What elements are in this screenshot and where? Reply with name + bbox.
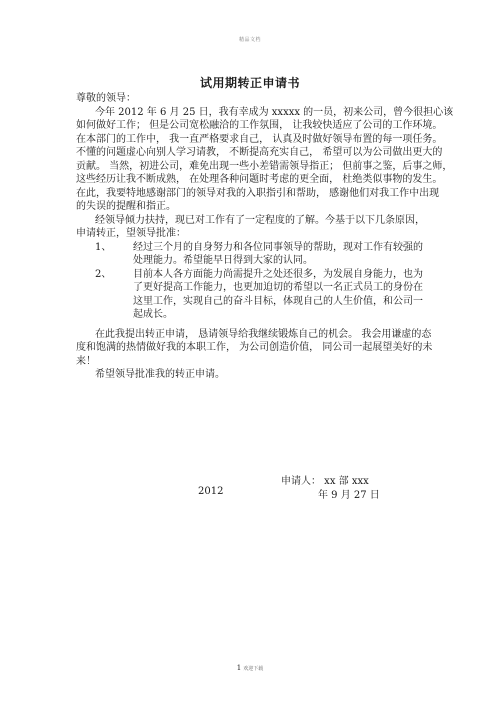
reason-number: 2、: [95, 268, 112, 280]
reason-line: 目前本人各方面能力尚需提升之处还很多，为发展自身能力，也为: [133, 268, 423, 280]
footer-note: 欢迎下载: [243, 666, 264, 672]
closing-line: 希望领导批准我的转正申请。: [95, 369, 225, 380]
paragraph-line: 在本部门的工作中， 我一直严格要求自己， 认真及时做好领导布置的每一项任务。: [76, 133, 443, 145]
reason-line: 这里工作，实现自己的奋斗目标，体现自己的人生价值，和公司一: [133, 295, 423, 307]
paragraph-1: [76, 106, 454, 214]
paragraph-line: 经领导倾力扶持，现已对工作有了一定程度的了解。今基于以下几条原因，: [95, 214, 425, 226]
paragraph-2: [76, 214, 436, 241]
signature-year: 2012: [198, 486, 224, 497]
paragraph-line: 这些经历让我不断成熟， 在处理各种问题时考虑的更全面， 杜绝类似事物的发生。: [76, 174, 443, 185]
paragraph-line: 来！: [76, 355, 96, 367]
paragraph-line: 在此，我要特地感谢部门的领导对我的入职指引和帮助， 感谢他们对我工作中出现: [76, 187, 440, 199]
reason-line: 了更好提高工作能力，也更加迫切的希望以一名正式员工的身份在: [133, 282, 423, 293]
reason-line: 经过三个月的自身努力和各位同事领导的帮助，现对工作有较强的: [133, 241, 423, 253]
reason-line: 处理能力。希望能早日得到大家的认同。: [133, 255, 313, 266]
signature-date: 年 9 月 27 日: [318, 490, 380, 501]
header-note: 精品文档: [238, 37, 261, 43]
signature-applicant: 申请人： xx 部 xxx: [281, 476, 369, 487]
page-number: 1: [236, 664, 242, 672]
paragraph-line: 贡献。 当然，初进公司，难免出现一些小差错需领导指正； 但前事之鉴，后事之师，: [76, 160, 453, 172]
paragraph-line: 申请转正，望领导批准：: [76, 228, 186, 239]
document-title: 试用期转正申请书: [199, 76, 300, 90]
paragraph-line: 如何做好工作； 但是公司宽松融洽的工作氛围， 让我较快适应了公司的工作环境。: [76, 120, 443, 131]
reason-line: 起成长。: [133, 309, 173, 320]
reason-2: [76, 268, 436, 322]
paragraph-line: 在此我提出转正申请， 恳请领导给我继续锻炼自己的机会。 我会用谦虚的态: [95, 328, 432, 340]
paragraph-line: 的失误的提醒和指正。: [76, 201, 176, 212]
salutation: 尊敬的领导：: [76, 93, 136, 104]
document-body: [76, 92, 454, 382]
paragraph-line: 不懂的问题虚心向别人学习请教， 不断提高充实自己， 希望可以为公司做出更大的: [76, 147, 443, 158]
reason-number: 1、: [95, 241, 112, 253]
page-footer: [0, 664, 500, 672]
paragraph-line: 度和饱满的热情做好我的本职工作， 为公司创造价值， 同公司一起展望美好的未: [76, 342, 433, 353]
paragraph-line: 今年 2012 年 6 月 25 日，我有幸成为 xxxxx 的一员，初来公司，曾今很担心该: [95, 106, 454, 118]
paragraph-3: [76, 328, 436, 369]
reason-1: [76, 241, 436, 268]
